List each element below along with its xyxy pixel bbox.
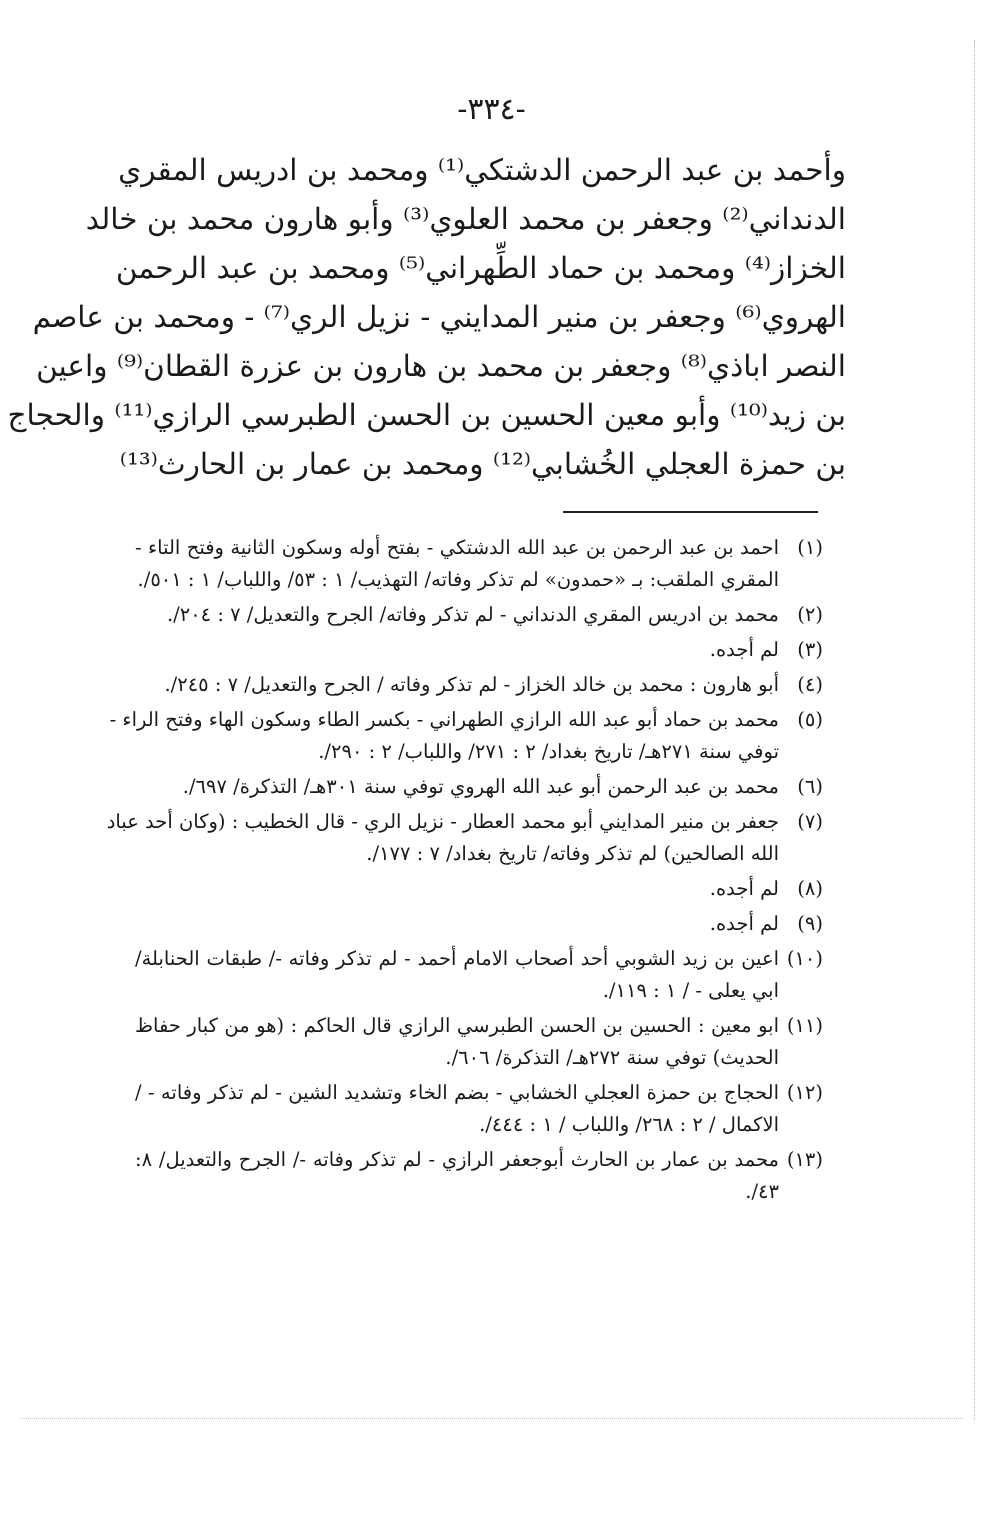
footnote-text: الله الصالحين) لم تذكر وفاته/ تاريخ بغداد/ ٧ : ١٧٧/. <box>366 842 779 865</box>
footnote-text: محمد بن عبد الرحمن أبو عبد الله الهروي توفي سنة ٣٠١هـ/ التذكرة/ ٦٩٧/. <box>182 775 779 798</box>
footnote-text: أبو هارون : محمد بن خالد الخزاز - لم تذكر وفاته / الجرح والتعديل/ ٧ : ٢٤٥/. <box>164 673 779 696</box>
footnote <box>135 599 823 631</box>
main-text-line: الدنداني⁽²⁾ وجعفر بن محمد العلوي⁽³⁾ وأبو هارون محمد بن خالد <box>85 202 846 236</box>
footnote <box>106 806 823 870</box>
footnote-number: (٩) <box>797 912 823 935</box>
footnote-text: لم أجده. <box>709 912 779 935</box>
footnote-number: (١٠) <box>786 947 823 970</box>
footnote <box>135 1077 823 1141</box>
footnote-text: ابو معين : الحسين بن الحسن الطبرسي الرازي قال الحاكم : (هو من كبار حفاظ <box>135 1014 779 1037</box>
footnote <box>135 908 823 940</box>
footnote <box>135 1144 823 1208</box>
footnote-text: اعين بن زيد الشوبي أحد أصحاب الامام أحمد - لم تذكر وفاته -/ طبقات الحنابلة/ <box>135 947 779 970</box>
footnote-number: (١) <box>797 536 823 559</box>
footnote-text: محمد بن حماد أبو عبد الله الرازي الطهراني - بكسر الطاء وسكون الهاء وفتح الراء - <box>109 708 779 731</box>
main-text-line: الخزاز⁽⁴⁾ ومحمد بن حماد الطِّهراني⁽⁵⁾ ومحمد بن عبد الرحمن <box>115 251 846 285</box>
footnote <box>135 532 823 596</box>
page-bottom-line <box>20 1418 963 1419</box>
footnote-text: الحديث) توفي سنة ٢٧٢هـ/ التذكرة/ ٦٠٦/. <box>445 1046 779 1069</box>
footnote-text: محمد بن ادريس المقري الدنداني - لم تذكر وفاته/ الجرح والتعديل/ ٧ : ٢٠٤/. <box>166 603 779 626</box>
footnote-divider <box>563 511 818 513</box>
footnote-text: الحجاج بن حمزة العجلي الخشابي - بضم الخاء وتشديد الشين - لم تذكر وفاته - / <box>135 1081 779 1104</box>
footnote-number: (١٢) <box>786 1081 823 1104</box>
footnote-number: (٣) <box>797 638 823 661</box>
footnote-text: توفي سنة ٢٧١هـ/ تاريخ بغداد/ ٢ : ٢٧١/ واللباب/ ٢ : ٢٩٠/. <box>318 740 779 763</box>
footnote-number: (٦) <box>797 775 823 798</box>
footnote <box>135 943 823 1007</box>
footnote-number: (٥) <box>797 708 823 731</box>
footnote-text: لم أجده. <box>709 877 779 900</box>
footnote <box>135 669 823 701</box>
main-text <box>7 146 846 489</box>
footnote-number: (٨) <box>797 877 823 900</box>
main-text-line: النصر اباذي⁽⁸⁾ وجعفر بن محمد بن هارون بن عزرة القطان⁽⁹⁾ واعين <box>36 349 846 383</box>
footnote-text: ابي يعلى - / ١ : ١١٩/. <box>602 979 779 1002</box>
footnote-text: احمد بن عبد الرحمن بن عبد الله الدشتكي - بفتح أوله وسكون الثانية وفتح التاء - <box>135 536 779 559</box>
page-edge-line <box>974 40 975 1420</box>
footnote <box>135 634 823 666</box>
footnotes <box>106 532 823 1211</box>
footnote-number: (٧) <box>797 810 823 833</box>
footnote-text: لم أجده. <box>709 638 779 661</box>
footnote-number: (٤) <box>797 673 823 696</box>
main-text-line: وأحمد بن عبد الرحمن الدشتكي⁽¹⁾ ومحمد بن ادريس المقري <box>118 153 846 187</box>
footnote <box>135 1010 823 1074</box>
footnote-number: (١١) <box>786 1014 823 1037</box>
footnote-text: محمد بن عمار بن الحارث أبوجعفر الرازي - لم تذكر وفاته -/ الجرح والتعديل/ ٨: <box>135 1148 779 1171</box>
footnote-number: (٢) <box>797 603 823 626</box>
main-text-line: الهروي⁽⁶⁾ وجعفر بن منير المدايني - نزيل الري⁽⁷⁾ - ومحمد بن عاصم <box>32 300 846 334</box>
footnote-number: (١٣) <box>786 1148 823 1171</box>
footnote-text: الاكمال / ٢ : ٢٦٨/ واللباب / ١ : ٤٤٤/. <box>479 1113 779 1136</box>
page-number: -٣٣٤- <box>457 92 526 127</box>
footnote-text: المقري الملقب: بـ «حمدون» لم تذكر وفاته/ التهذيب/ ١ : ٥٣/ واللباب/ ١ : ٥٠١/. <box>137 568 779 591</box>
footnote <box>135 873 823 905</box>
main-text-line: بن حمزة العجلي الخُشابي⁽¹²⁾ ومحمد بن عمار بن الحارث⁽¹³⁾ <box>119 447 846 481</box>
footnote-text: ٤٣/. <box>745 1180 779 1203</box>
footnote <box>109 704 823 768</box>
footnote <box>135 771 823 803</box>
main-text-line: بن زيد⁽¹⁰⁾ وأبو معين الحسين بن الحسن الطبرسي الرازي⁽¹¹⁾ والحجاج <box>7 398 846 432</box>
footnote-text: جعفر بن منير المدايني أبو محمد العطار - نزيل الري - قال الخطيب : (وكان أحد عباد <box>106 810 779 833</box>
